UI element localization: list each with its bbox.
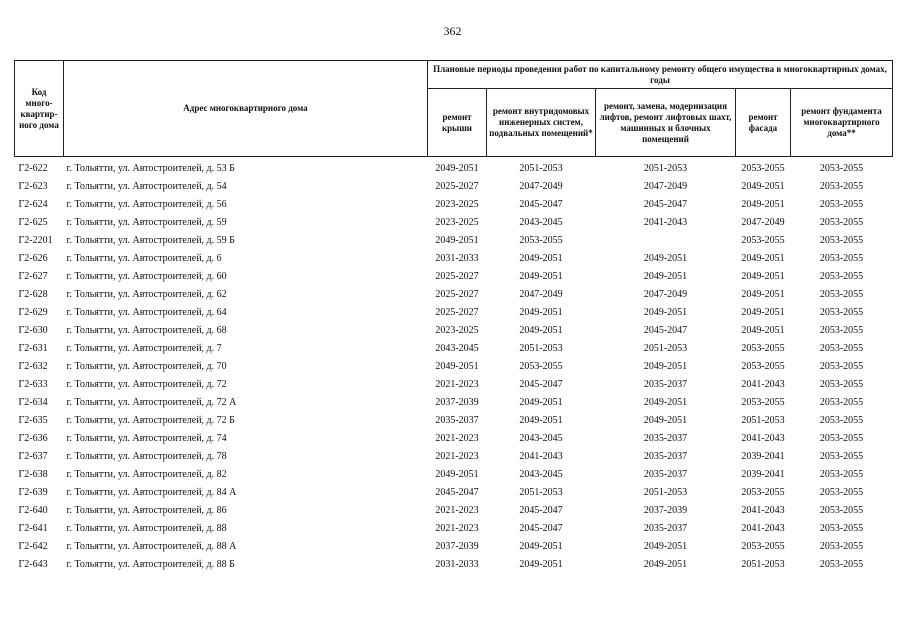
cell-address: г. Тольятти, ул. Автостроителей, д. 78 (66, 450, 227, 462)
cell-code: Г2-641 (18, 522, 48, 534)
cell-code: Г2-638 (18, 468, 48, 480)
cell-elevators: 2035-2037 (643, 468, 688, 480)
cell-code: Г2-642 (18, 540, 48, 552)
cell-foundation: 2053-2055 (819, 270, 864, 282)
cell-facade: 2053-2055 (741, 486, 785, 498)
cell-elevators: 2049-2051 (643, 414, 688, 426)
header-facade: ремонт фасада (736, 89, 791, 157)
cell-engineering-systems: 2045-2047 (519, 198, 563, 210)
cell-foundation: 2053-2055 (819, 558, 864, 570)
cell-facade: 2049-2051 (741, 198, 785, 210)
cell-roof: 2023-2025 (435, 216, 479, 228)
cell-engineering-systems: 2049-2051 (519, 270, 563, 282)
cell-elevators: 2047-2049 (643, 180, 688, 192)
cell-facade: 2049-2051 (741, 270, 785, 282)
cell-facade: 2053-2055 (741, 162, 785, 174)
cell-roof: 2021-2023 (435, 378, 479, 390)
cell-facade: 2041-2043 (741, 432, 785, 444)
table-row (15, 195, 893, 213)
cell-facade: 2049-2051 (741, 180, 785, 192)
cell-elevators: 2049-2051 (643, 252, 688, 264)
table-row (15, 285, 893, 303)
cell-foundation: 2053-2055 (819, 360, 864, 372)
cell-code: Г2-626 (18, 252, 48, 264)
cell-foundation: 2053-2055 (819, 432, 864, 444)
cell-code: Г2-627 (18, 270, 48, 282)
cell-code: Г2-634 (18, 396, 48, 408)
cell-code: Г2-631 (18, 342, 48, 354)
cell-address: г. Тольятти, ул. Автостроителей, д. 88 (66, 522, 227, 534)
cell-roof: 2037-2039 (435, 540, 479, 552)
cell-foundation: 2053-2055 (819, 162, 864, 174)
cell-address: г. Тольятти, ул. Автостроителей, д. 82 (66, 468, 227, 480)
table-row (15, 447, 893, 465)
cell-code: Г2-636 (18, 432, 48, 444)
cell-engineering-systems: 2041-2043 (519, 450, 563, 462)
cell-facade: 2053-2055 (741, 342, 785, 354)
cell-foundation: 2053-2055 (819, 504, 864, 516)
cell-engineering-systems: 2049-2051 (519, 558, 563, 570)
cell-address: г. Тольятти, ул. Автостроителей, д. 6 (66, 252, 222, 264)
cell-facade: 2051-2053 (741, 558, 785, 570)
cell-roof: 2043-2045 (435, 342, 479, 354)
repair-schedule-table (14, 60, 893, 573)
cell-code: Г2-639 (18, 486, 48, 498)
cell-elevators: 2035-2037 (643, 378, 688, 390)
table-row (15, 555, 893, 573)
cell-foundation: 2053-2055 (819, 198, 864, 210)
cell-roof: 2021-2023 (435, 450, 479, 462)
table-row (15, 483, 893, 501)
page-number: 362 (443, 24, 462, 38)
cell-elevators (596, 231, 736, 249)
cell-code: Г2-628 (18, 288, 48, 300)
cell-address: г. Тольятти, ул. Автостроителей, д. 70 (66, 360, 227, 372)
cell-foundation: 2053-2055 (819, 450, 864, 462)
cell-address: г. Тольятти, ул. Автостроителей, д. 84 А (66, 486, 237, 498)
cell-code: Г2-632 (18, 360, 48, 372)
cell-facade: 2041-2043 (741, 504, 785, 516)
cell-address: г. Тольятти, ул. Автостроителей, д. 72 Б (66, 414, 235, 426)
table-row (15, 177, 893, 195)
table-row (15, 339, 893, 357)
header-elevators: ремонт, замена, модернизация лифтов, ремонт лифтовых шахт, машинных и блочных помещений (596, 89, 736, 157)
cell-foundation: 2053-2055 (819, 252, 864, 264)
cell-roof: 2031-2033 (435, 252, 479, 264)
cell-engineering-systems: 2051-2053 (519, 486, 563, 498)
cell-foundation: 2053-2055 (819, 324, 864, 336)
cell-address: г. Тольятти, ул. Автостроителей, д. 59 Б (66, 234, 235, 246)
cell-roof: 2049-2051 (435, 234, 479, 246)
cell-code: Г2-640 (18, 504, 48, 516)
cell-roof: 2025-2027 (435, 180, 479, 192)
cell-elevators: 2041-2043 (643, 216, 688, 228)
cell-foundation: 2053-2055 (819, 306, 864, 318)
cell-elevators: 2035-2037 (643, 522, 688, 534)
cell-address: г. Тольятти, ул. Автостроителей, д. 68 (66, 324, 227, 336)
cell-elevators: 2049-2051 (643, 360, 688, 372)
cell-engineering-systems: 2047-2049 (519, 180, 563, 192)
cell-foundation: 2053-2055 (819, 288, 864, 300)
cell-engineering-systems: 2049-2051 (519, 540, 563, 552)
cell-engineering-systems: 2053-2055 (519, 360, 563, 372)
cell-facade: 2053-2055 (741, 360, 785, 372)
cell-facade: 2053-2055 (741, 396, 785, 408)
cell-foundation: 2053-2055 (819, 180, 864, 192)
cell-roof: 2023-2025 (435, 324, 479, 336)
cell-elevators: 2049-2051 (643, 396, 688, 408)
cell-address: г. Тольятти, ул. Автостроителей, д. 72 (66, 378, 227, 390)
cell-elevators: 2037-2039 (643, 504, 688, 516)
cell-code: Г2-637 (18, 450, 48, 462)
table-row (15, 267, 893, 285)
cell-address: г. Тольятти, ул. Автостроителей, д. 88 А (66, 540, 237, 552)
cell-roof: 2035-2037 (435, 414, 479, 426)
table-row (15, 537, 893, 555)
cell-code: Г2-643 (18, 558, 48, 570)
table-row (15, 393, 893, 411)
table-row (15, 501, 893, 519)
cell-engineering-systems: 2051-2053 (519, 342, 563, 354)
table-row (15, 411, 893, 429)
cell-address: г. Тольятти, ул. Автостроителей, д. 64 (66, 306, 227, 318)
cell-facade: 2053-2055 (741, 234, 785, 246)
cell-facade: 2039-2041 (741, 450, 785, 462)
cell-elevators: 2035-2037 (643, 450, 688, 462)
cell-engineering-systems: 2051-2053 (519, 162, 563, 174)
cell-address: г. Тольятти, ул. Автостроителей, д. 56 (66, 198, 227, 210)
cell-roof: 2025-2027 (435, 288, 479, 300)
cell-foundation: 2053-2055 (819, 522, 864, 534)
cell-address: г. Тольятти, ул. Автостроителей, д. 59 (66, 216, 227, 228)
table-row (15, 249, 893, 267)
table-row (15, 519, 893, 537)
cell-address: г. Тольятти, ул. Автостроителей, д. 62 (66, 288, 227, 300)
table-row (15, 357, 893, 375)
header-engineering-systems: ремонт внутридомовых инженерных систем, подвальных помещений* (487, 89, 596, 157)
cell-facade: 2041-2043 (741, 522, 785, 534)
cell-roof: 2049-2051 (435, 162, 479, 174)
table-row (15, 429, 893, 447)
header-foundation: ремонт фундамента многоквартирного дома** (791, 89, 893, 157)
cell-roof: 2023-2025 (435, 198, 479, 210)
cell-elevators: 2049-2051 (643, 558, 688, 570)
cell-elevators: 2051-2053 (643, 486, 688, 498)
cell-engineering-systems: 2049-2051 (519, 324, 563, 336)
cell-foundation: 2053-2055 (819, 378, 864, 390)
cell-engineering-systems: 2047-2049 (519, 288, 563, 300)
cell-code: Г2-2201 (18, 234, 53, 246)
cell-foundation: 2053-2055 (819, 486, 864, 498)
cell-roof: 2025-2027 (435, 270, 479, 282)
cell-roof: 2025-2027 (435, 306, 479, 318)
cell-roof: 2031-2033 (435, 558, 479, 570)
cell-roof: 2045-2047 (435, 486, 479, 498)
cell-facade: 2049-2051 (741, 306, 785, 318)
cell-facade: 2047-2049 (741, 216, 785, 228)
cell-foundation: 2053-2055 (819, 216, 864, 228)
cell-address: г. Тольятти, ул. Автостроителей, д. 88 Б (66, 558, 235, 570)
cell-engineering-systems: 2045-2047 (519, 378, 563, 390)
cell-engineering-systems: 2043-2045 (519, 432, 563, 444)
cell-code: Г2-633 (18, 378, 48, 390)
table-row (15, 375, 893, 393)
table-row (15, 321, 893, 339)
cell-engineering-systems: 2053-2055 (519, 234, 563, 246)
cell-engineering-systems: 2045-2047 (519, 504, 563, 516)
cell-code: Г2-624 (18, 198, 48, 210)
cell-facade: 2049-2051 (741, 252, 785, 264)
cell-code: Г2-629 (18, 306, 48, 318)
table-row (15, 159, 893, 177)
cell-elevators: 2047-2049 (643, 288, 688, 300)
table-row (15, 303, 893, 321)
cell-engineering-systems: 2043-2045 (519, 468, 563, 480)
cell-roof: 2049-2051 (435, 468, 479, 480)
cell-roof: 2021-2023 (435, 504, 479, 516)
cell-address: г. Тольятти, ул. Автостроителей, д. 74 (66, 432, 227, 444)
cell-address: г. Тольятти, ул. Автостроителей, д. 53 Б (66, 162, 235, 174)
cell-elevators: 2049-2051 (643, 306, 688, 318)
cell-foundation: 2053-2055 (819, 468, 864, 480)
cell-elevators: 2049-2051 (643, 270, 688, 282)
cell-code: Г2-622 (18, 162, 48, 174)
cell-address: г. Тольятти, ул. Автостроителей, д. 7 (66, 342, 222, 354)
cell-facade: 2039-2041 (741, 468, 785, 480)
header-roof: ремонт крыши (428, 89, 487, 157)
cell-facade: 2053-2055 (741, 540, 785, 552)
cell-engineering-systems: 2043-2045 (519, 216, 563, 228)
table-row (15, 465, 893, 483)
cell-roof: 2049-2051 (435, 360, 479, 372)
cell-elevators: 2045-2047 (643, 198, 688, 210)
cell-code: Г2-625 (18, 216, 48, 228)
header-code: Код много-квартир-ного дома (15, 61, 64, 157)
cell-foundation: 2053-2055 (819, 414, 864, 426)
cell-engineering-systems: 2049-2051 (519, 306, 563, 318)
cell-facade: 2049-2051 (741, 324, 785, 336)
header-address: Адрес многоквартирного дома (64, 61, 428, 157)
cell-elevators: 2051-2053 (643, 162, 688, 174)
cell-foundation: 2053-2055 (819, 342, 864, 354)
table-body (15, 157, 893, 574)
cell-facade: 2051-2053 (741, 414, 785, 426)
cell-engineering-systems: 2049-2051 (519, 252, 563, 264)
cell-foundation: 2053-2055 (819, 396, 864, 408)
cell-engineering-systems: 2049-2051 (519, 414, 563, 426)
cell-engineering-systems: 2045-2047 (519, 522, 563, 534)
cell-engineering-systems: 2049-2051 (519, 396, 563, 408)
cell-code: Г2-630 (18, 324, 48, 336)
cell-code: Г2-635 (18, 414, 48, 426)
cell-roof: 2021-2023 (435, 432, 479, 444)
cell-elevators: 2045-2047 (643, 324, 688, 336)
cell-address: г. Тольятти, ул. Автостроителей, д. 60 (66, 270, 227, 282)
cell-elevators: 2049-2051 (643, 540, 688, 552)
table-header (15, 61, 893, 157)
cell-roof: 2021-2023 (435, 522, 479, 534)
cell-elevators: 2051-2053 (643, 342, 688, 354)
cell-elevators: 2035-2037 (643, 432, 688, 444)
cell-address: г. Тольятти, ул. Автостроителей, д. 54 (66, 180, 227, 192)
cell-facade: 2041-2043 (741, 378, 785, 390)
cell-code: Г2-623 (18, 180, 48, 192)
cell-address: г. Тольятти, ул. Автостроителей, д. 86 (66, 504, 227, 516)
cell-foundation: 2053-2055 (819, 540, 864, 552)
table-row (15, 213, 893, 231)
header-group: Плановые периоды проведения работ по капитальному ремонту общего имущества в многоквартирных домах, годы (428, 61, 893, 89)
cell-foundation: 2053-2055 (819, 234, 864, 246)
table-row (15, 231, 893, 249)
cell-facade: 2049-2051 (741, 288, 785, 300)
cell-address: г. Тольятти, ул. Автостроителей, д. 72 А (66, 396, 237, 408)
cell-roof: 2037-2039 (435, 396, 479, 408)
